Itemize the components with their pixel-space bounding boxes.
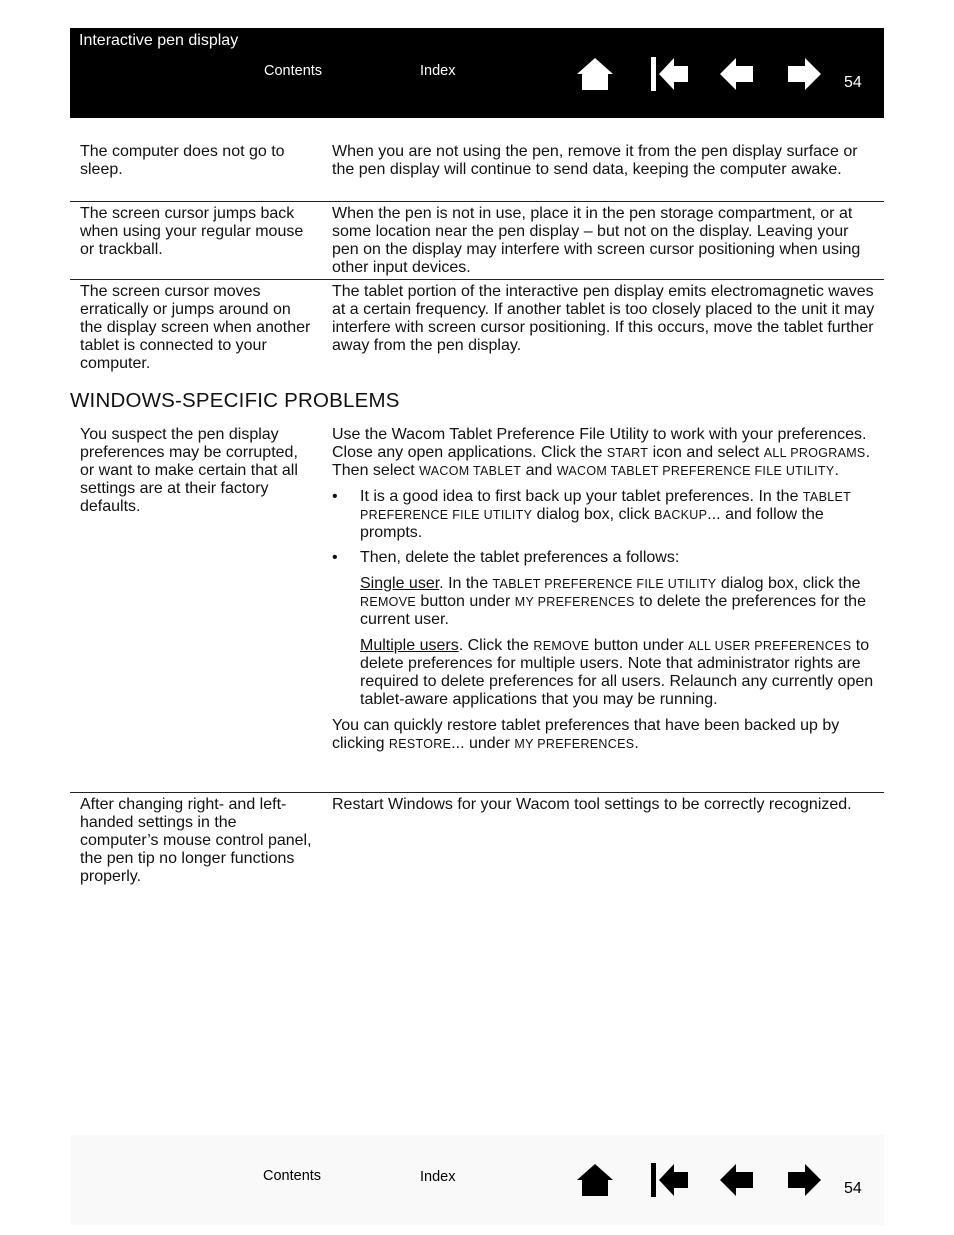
first-page-icon[interactable] (649, 1160, 689, 1200)
list-item: • Then, delete the tablet preferences a follows: (332, 549, 680, 566)
index-link[interactable]: Index (420, 63, 456, 79)
wacom-tablet-label: WACOM TABLET (419, 464, 522, 478)
list-item: • It is a good idea to first back up your tablet preferences. In the TABLET PREFERENCE FILE UTILITY dialog box, click BACKUP... and follow the prompts. (332, 488, 851, 541)
solution-intro: Use the Wacom Tablet Preference File Utility to work with your preferences. Close any open applications. Click the START icon and select ALL PROGRAMS. Then select WACOM TABLET and WACOM TABLET PREFERENCE FILE UTILITY. (332, 426, 871, 479)
page-number: 54 (844, 1180, 862, 1197)
previous-page-icon[interactable] (717, 1160, 757, 1200)
table-row (70, 201, 884, 276)
bullet-marker: • (332, 488, 338, 505)
contents-link[interactable]: Contents (263, 1168, 322, 1184)
bullet-marker: • (332, 549, 338, 566)
all-programs-label: ALL PROGRAMS (763, 446, 866, 460)
header-bar (70, 28, 884, 118)
multiple-users-instructions: Multiple users. Click the REMOVE button under ALL USER PREFERENCES to delete preferences for multiple users. Note that administrator rights are required to delete preferences for all users. Relaunch any currently open tablet-aware applications that you may be running. (360, 637, 874, 708)
problem-cell: After changing right- and left-handed settings in the computer’s mouse control panel, the pen tip no longer functions properly. (80, 796, 312, 885)
contents-link[interactable]: Contents (264, 63, 323, 79)
table-row (70, 279, 884, 372)
home-icon[interactable] (575, 1160, 615, 1200)
document-title: Interactive pen display (79, 32, 239, 49)
wacom-tablet-preference-label: WACOM TABLET PREFERENCE FILE UTILITY (556, 464, 835, 478)
next-page-icon[interactable] (784, 54, 824, 94)
table-row (70, 792, 884, 885)
solution-cell: When you are not using the pen, remove it from the pen display surface or the pen display will continue to send data, keeping the computer awake. (332, 143, 858, 178)
solution-cell: Restart Windows for your Wacom tool settings to be correctly recognized. (332, 796, 852, 813)
problem-cell: The screen cursor moves erratically or jumps around on the display screen when another tablet is connected to your computer. (80, 283, 311, 372)
solution-cell: When the pen is not in use, place it in the pen storage compartment, or at some location near the pen display – but not on the display. Leaving your pen on the display may interfere with screen cursor positioning when using other input devices. (332, 205, 861, 276)
problem-cell: You suspect the pen display preferences may be corrupted, or want to make certain that all settings are at their factory defaults. (80, 426, 298, 515)
section-title: WINDOWS-SPECIFIC PROBLEMS (70, 389, 400, 412)
next-page-icon[interactable] (784, 1160, 824, 1200)
single-user-instructions: Single user. In the TABLET PREFERENCE FILE UTILITY dialog box, click the REMOVE button under MY PREFERENCES to delete the preferences for the current user. (360, 575, 866, 628)
single-user-label: Single user (360, 575, 440, 592)
first-page-icon[interactable] (649, 54, 689, 94)
problem-cell: The computer does not go to sleep. (80, 143, 285, 178)
restore-instructions: You can quickly restore tablet preferences that have been backed up by clicking RESTORE... under MY PREFERENCES. (332, 717, 840, 752)
problem-cell: The screen cursor jumps back when using your regular mouse or trackball. (80, 205, 304, 258)
index-link[interactable]: Index (420, 1169, 456, 1185)
footer-bar (70, 1135, 884, 1225)
previous-page-icon[interactable] (717, 54, 757, 94)
page-number: 54 (844, 74, 862, 91)
home-icon[interactable] (575, 54, 615, 94)
start-label: START (606, 446, 649, 460)
solution-cell (332, 426, 877, 753)
solution-cell: The tablet portion of the interactive pen display emits electromagnetic waves at a certain frequency. If another tablet is too closely placed to the unit it may interfere with screen cursor positioning. If this occurs, move the tablet further away from the pen display. (332, 283, 875, 354)
multiple-users-label: Multiple users (360, 637, 459, 654)
